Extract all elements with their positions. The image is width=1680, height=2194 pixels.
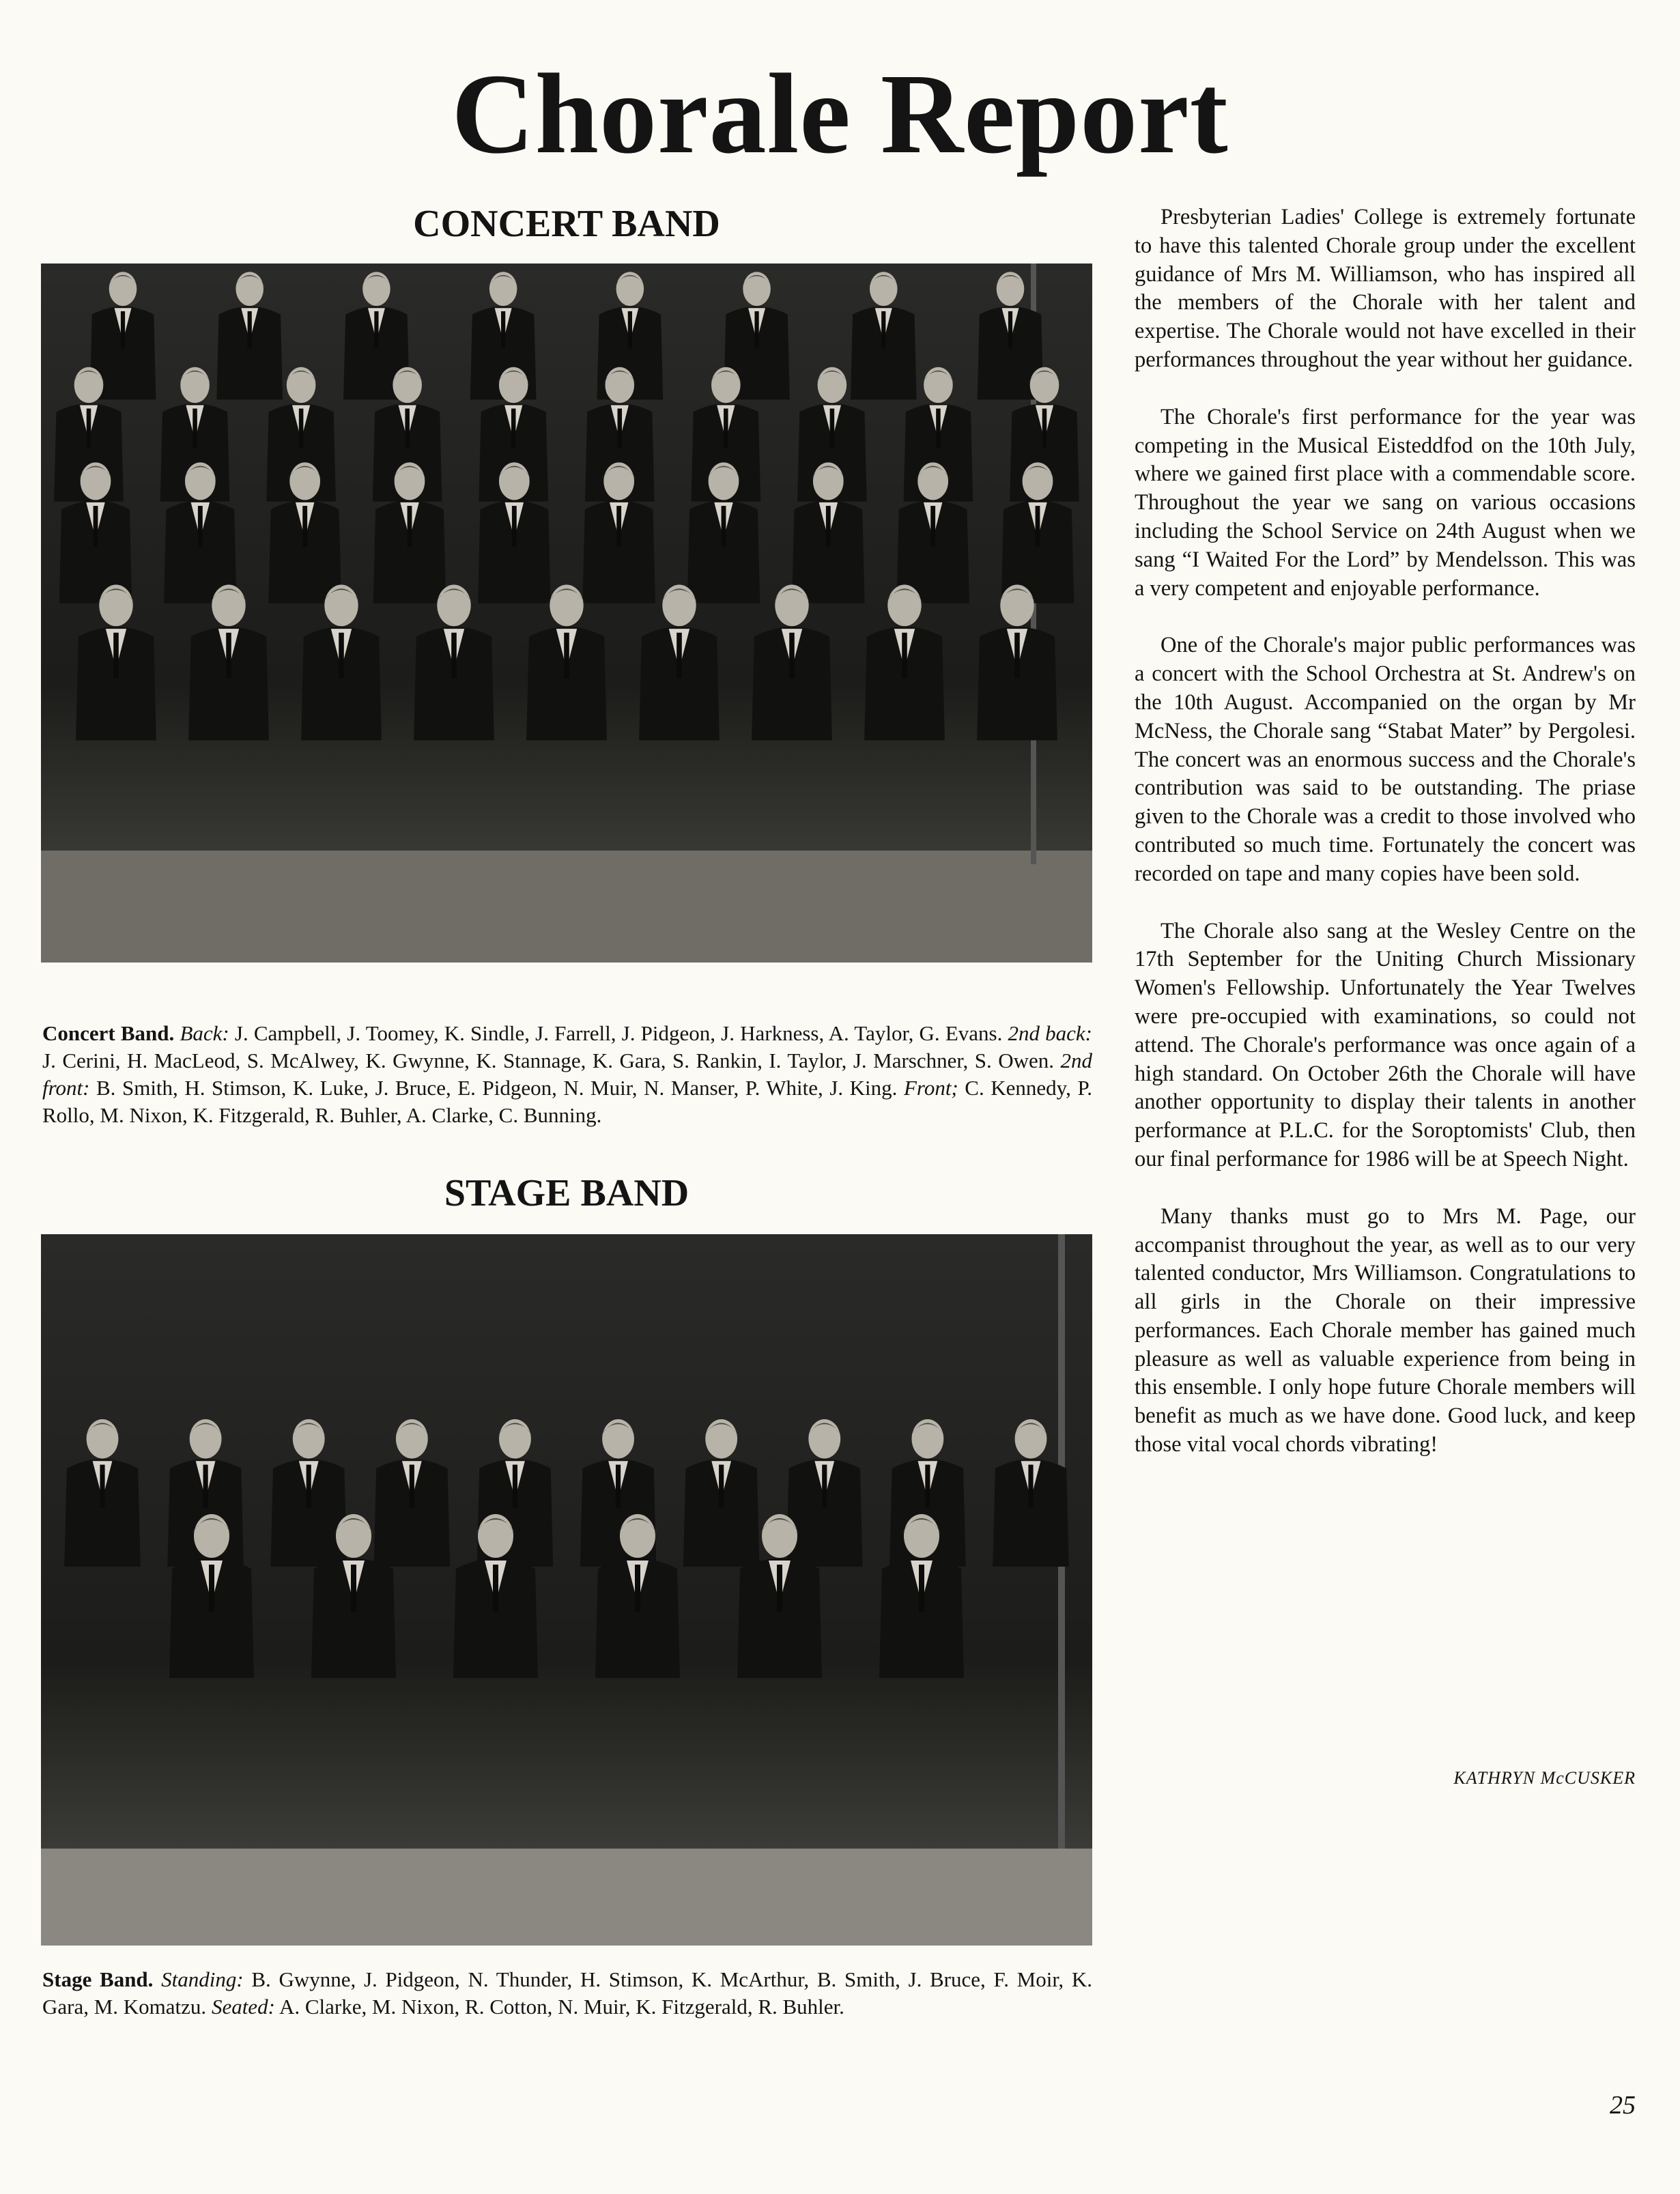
article-paragraph: Many thanks must go to Mrs M. Page, our accompanist throughout the year, as well as to our very talented conductor, Mrs Williamson. Congratulations to all girls in the Chorale on their impressive performances. Each Chorale member has gained much pleasure as well as valuable experience from being in this ensemble. I only hope future Chorale members will benefit as much as we have done. Good luck, and keep those vital vocal chords vibrating! [1135,1203,1636,1457]
article-paragraph: The Chorale's first performance for the year was competing in the Musical Eisteddfod on the 10th July, where we gained first place with a commendable score. Throughout the year we sang on various occasions including the School Service on 24th August when we sang “I Waited For the Lord” by Mendelsson. This was a very competent and enjoyable performance. [1135,404,1636,601]
person-figure [864,585,945,741]
person-figure [270,1419,347,1567]
stage-band-heading: STAGE BAND [444,1172,689,1214]
author-byline: KATHRYN McCUSKER [1453,1768,1636,1788]
caption-row-names: J. Cerini, H. MacLeod, S. McAlwey, K. Gwynne, K. Stannage, K. Gara, S. Rankin, I. Taylor, J. Marschner, S. Owen. [42,1049,1061,1072]
floor [41,1849,1092,1946]
person-figure [414,585,494,741]
page-title: Chorale Report [451,51,1229,177]
person-figure [851,272,917,399]
caption-row-prefix: 2nd back: [1008,1021,1092,1045]
stage-band-caption [42,1966,1092,2021]
person-figure [64,1419,141,1567]
person-figure [639,585,720,741]
person-figure [752,585,832,741]
person-figure [301,585,382,741]
caption-row-prefix: Standing: [161,1967,244,1991]
concert-band-heading: CONCERT BAND [413,203,720,245]
caption-row-prefix: 2nd front: [42,1049,1092,1100]
caption-row-names: A. Clarke, M. Nixon, R. Cotton, N. Muir, K. Fitzgerald, R. Buhler. [274,1995,844,2019]
article-paragraph: Presbyterian Ladies' College is extremely fortunate to have this talented Chorale group under the excellent guidance of Mrs M. Williamson, who has inspired all the members of the Chorale with her talent and expertise. The Chorale would not have excelled in their performances throughout the year without her guidance. [1135,205,1636,372]
person-figure [216,272,283,399]
concert-band-photo [41,263,1092,963]
article-body [1135,203,1636,1488]
person-figure [993,1419,1069,1567]
caption-row-names: C. Kennedy, P. Rollo, M. Nixon, K. Fitzgerald, R. Buhler, A. Clarke, C. Bunning. [42,1076,1092,1127]
stage-band-photo [41,1234,1092,1946]
person-figure [188,585,269,741]
stage-band-photo-image [41,1234,1092,1946]
caption-row-prefix: Back: [180,1021,229,1045]
person-figure [786,1419,863,1567]
caption-row-prefix: Seated: [211,1995,275,2019]
caption-row-names: J. Campbell, J. Toomey, K. Sindle, J. Farrell, J. Pidgeon, J. Harkness, A. Taylor, G. Evans. [229,1021,1008,1045]
person-figure [683,1419,760,1567]
person-figure [977,585,1057,741]
caption-row-prefix: Front; [903,1076,958,1100]
caption-label: Stage Band. [42,1967,154,1991]
person-figure [526,585,607,741]
caption-row-names: B. Gwynne, J. Pidgeon, N. Thunder, H. Stimson, K. McArthur, B. Smith, J. Bruce, F. Moir, K. Gara, M. Komatzu. [42,1967,1092,2019]
caption-row-names: B. Smith, H. Stimson, K. Luke, J. Bruce, E. Pidgeon, N. Muir, N. Manser, P. White, J. King. [89,1076,904,1100]
article-paragraph: The Chorale also sang at the Wesley Centre on the 17th September for the Uniting Church Missionary Women's Fellowship. Unfortunately the Year Twelves were pre-occupied with examinations, so could not attend. The Chorale's performance was once again of a high standard. On October 26th the Chorale will have another opportunity to display their talents in another performance at P.L.C. for the Soroptomists' Club, then our final performance for 1986 will be at Speech Night. [1135,918,1636,1171]
person-figure [374,1419,451,1567]
page-number: 25 [1610,2091,1636,2120]
concert-band-photo-image [41,263,1092,963]
caption-label: Concert Band. [42,1021,175,1045]
article-paragraph: One of the Chorale's major public performances was a concert with the School Orchestra at St. Andrew's on the 10th August. Accompanied on the organ by Mr McNess, the Chorale sang “Stabat Mater” by Pergolesi. The concert was an enormous success and the Chorale's contribution was said to be outstanding. The priase given to the Chorale was a credit to those involved who contributed so much time. Fortunately the concert was recorded on tape and many copies have been sold. [1135,633,1636,886]
concert-band-caption [42,1020,1092,1129]
person-figure [76,585,156,741]
floor [41,851,1092,963]
